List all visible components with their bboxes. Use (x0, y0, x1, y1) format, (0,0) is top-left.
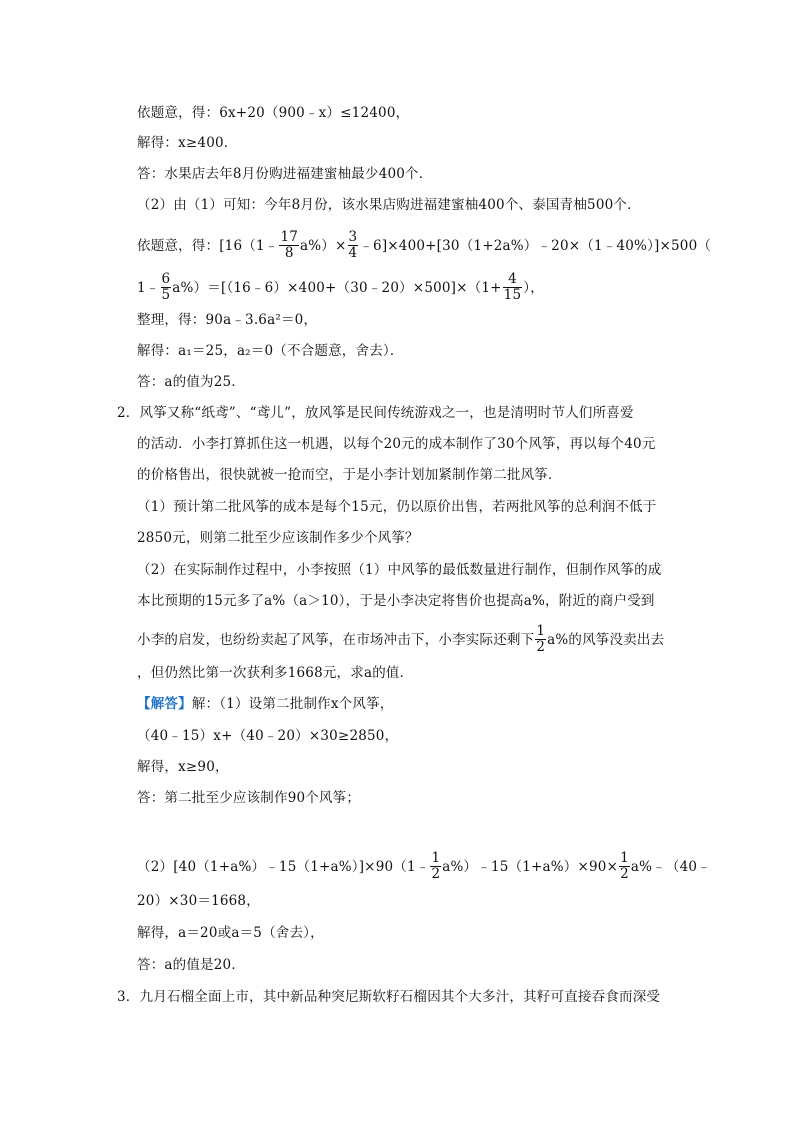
fraction-numerator: 1 (620, 850, 629, 866)
q1-solution-line: 解得：x≥400． (137, 135, 238, 151)
fraction-numerator: 1 (536, 623, 546, 639)
q2-stem-line2: 的活动．小李打算抓住这一机遇，以每个20元的成本制作了30个风筝，再以每个40元 (137, 436, 656, 452)
text-segment: （2）[40（1+a%）﹣15（1+a%）]×90（1﹣ (137, 859, 430, 875)
q3-stem-line1: 3．九月石榴全面上市，其中新品种突尼斯软籽石榴因其个大多汁，其籽可直接吞食而深受 (117, 989, 661, 1005)
q2-part1-line1: （1）预计第二批风筝的成本是每个15元，仍以原价出售，若两批风筝的总利润不低于 (137, 499, 657, 515)
fraction (279, 230, 299, 261)
q2-part1-line2: 2850元，则第二批至少应该制作多少个风筝？ (137, 530, 419, 546)
q2-part2-line4: ，但仍然比第一次获利多1668元，求a的值． (137, 665, 414, 681)
q2-part2-line3 (137, 625, 664, 656)
q1-part2-equation-line1 (137, 231, 711, 262)
fraction-denominator: 2 (431, 866, 441, 882)
q2-part2-solve-line: 解得，a＝20或a＝5（舍去）， (137, 925, 324, 941)
text-segment: 小李的启发，也纷纷卖起了风筝，在市场冲击下，小李实际还剩下 (137, 632, 535, 648)
fraction (535, 624, 546, 655)
text-segment: a%﹣（40﹣ (630, 859, 711, 875)
text-segment: 1﹣ (137, 280, 160, 296)
fraction (348, 230, 359, 261)
fraction-denominator: 15 (503, 287, 522, 303)
q2-part2-line2: 本比预期的15元多了a%（a＞10），于是小李决定将售价也提高a%，附近的商户受到 (137, 593, 655, 609)
q2-part2-line1: （2）在实际制作过程中，小李按照（1）中风筝的最低数量进行制作，但制作风筝的成 (137, 562, 662, 578)
text-segment: ﹣6]×400+[30（1+2a%）﹣20×（1﹣40%）]×500（ (359, 238, 712, 254)
q2-stem-line1: 2．风筝又称“纸鸢”、“鸢儿”，放风筝是民间传统游戏之一，也是清明时节人们所喜爱 (117, 405, 634, 421)
fraction-denominator: 5 (161, 287, 171, 303)
fraction-numerator: 6 (161, 271, 171, 287)
q2-final-answer: 答：a的值是20． (137, 957, 246, 973)
q2-stem-line3: 的价格售出，很快就被一抢而空，于是小李计划加紧制作第二批风筝． (137, 467, 562, 483)
fraction-denominator: 2 (620, 866, 629, 882)
q2-part2-equation-line2: 20）×30＝1668， (137, 893, 260, 909)
q2-solve-line: 解得，x≥90， (137, 759, 229, 775)
fraction (503, 272, 523, 303)
answer-tag: 【解答】 (137, 696, 192, 712)
fraction-numerator: 17 (280, 229, 299, 245)
fraction-denominator: 4 (348, 245, 358, 261)
q2-part2-equation-line1 (137, 852, 711, 883)
fraction-denominator: 8 (284, 245, 294, 261)
q1-part2-intro: （2）由（1）可知：今年8月份，该水果店购进福建蜜柚400个、泰国青柚500个． (137, 197, 641, 213)
text-segment: 解：（1）设第二批制作x个风筝， (191, 696, 394, 712)
fraction-denominator: 2 (536, 639, 546, 655)
fraction-numerator: 3 (348, 229, 358, 245)
fraction-numerator: 4 (503, 272, 523, 288)
text-segment: a%）＝[（16﹣6）×400+（30﹣20）×500]×（1+ (172, 280, 502, 296)
q1-equation-line: 依题意，得：6x+20（900﹣x）≤12400， (137, 105, 410, 121)
q2-solution-heading (137, 694, 393, 714)
text-segment: a%）× (300, 238, 347, 254)
fraction (430, 851, 441, 882)
q1-final-answer: 答：a的值为25． (137, 374, 246, 390)
q2-part1-answer: 答：第二批至少应该制作90个风筝； (137, 790, 361, 806)
q2-inequality-line: （40﹣15）x+（40﹣20）×30≥2850， (137, 728, 399, 744)
q1-roots-line: 解得：a₁＝25，a₂＝0（不合题意，舍去）． (137, 343, 404, 359)
fraction (161, 272, 172, 303)
q1-part2-equation-line2 (137, 273, 544, 304)
text-segment: a%）﹣15（1+a%）×90× (442, 859, 619, 875)
text-segment: ）， (523, 280, 544, 296)
q1-simplify-line: 整理，得：90a﹣3.6a²＝0， (137, 312, 318, 328)
fraction (619, 851, 630, 882)
fraction-numerator: 1 (431, 850, 441, 866)
text-segment: a%的风筝没卖出去 (547, 632, 665, 648)
q1-answer-line: 答：水果店去年8月份购进福建蜜柚最少400个． (137, 166, 433, 182)
text-segment: 依题意，得：[16（1﹣ (137, 238, 279, 254)
